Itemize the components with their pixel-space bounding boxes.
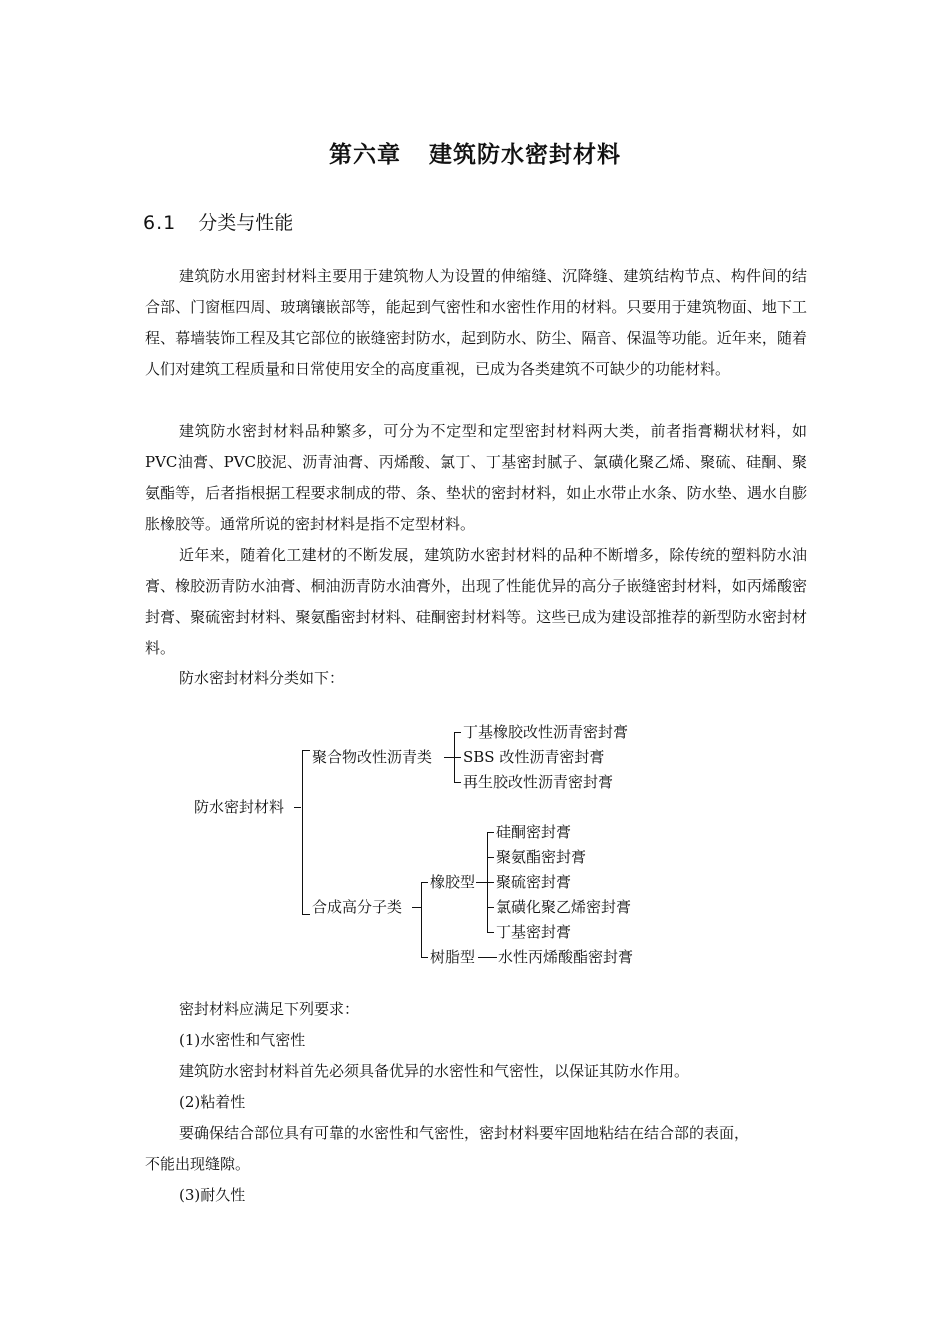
asphalt-branch-tick: [302, 750, 310, 751]
rubber-branch-tick: [421, 882, 428, 883]
rubber-item-tick-1: [487, 832, 494, 833]
requirement-text-2: 要确保结合部位具有可靠的水密性和气密性，密封材料要牢固地粘结在结合部的表面，: [179, 1124, 750, 1142]
requirement-heading-3: (3)耐久性: [179, 1186, 246, 1204]
asphalt-item: SBS 改性沥青密封膏: [463, 748, 605, 766]
rubber-item-tick-4: [487, 907, 494, 908]
asphalt-item-tick-1: [454, 732, 461, 733]
classification-intro: 防水密封材料分类如下：: [179, 669, 345, 687]
resin-item: 水性丙烯酸酯密封膏: [498, 948, 634, 966]
tree-root: 防水密封材料: [194, 798, 285, 816]
root-branch-line: [302, 750, 303, 914]
asphalt-item: 丁基橡胶改性沥青密封膏: [463, 723, 629, 741]
section-name: 分类与性能: [198, 212, 294, 234]
rubber-item: 硅酮密封膏: [496, 823, 572, 841]
requirements-intro: 密封材料应满足下列要求：: [179, 1000, 360, 1018]
requirement-heading-2: (2)粘着性: [179, 1093, 246, 1111]
chapter-name: 建筑防水密封材料: [429, 142, 621, 168]
rubber-item-tick-3: [487, 882, 494, 883]
paragraph-3: 近年来，随着化工建材的不断发展，建筑防水密封材料的品种不断增多，除传统的塑料防水油膏、橡胶沥青防水油膏、桐油沥青防水油膏外，出现了性能优异的高分子嵌缝密封材料，如丙烯酸密封膏、聚硫密封材料、聚氨酯密封材料、硅酮密封材料等。这些已成为建设部推荐的新型防水密封材料。: [145, 546, 807, 657]
rubber-type-label: 橡胶型: [430, 873, 476, 891]
polymer-branch-tick: [302, 914, 310, 915]
resin-connector: [478, 957, 497, 958]
rubber-item: 氯磺化聚乙烯密封膏: [496, 898, 632, 916]
rubber-item-tick-5: [487, 932, 494, 933]
rubber-item: 聚氨酯密封膏: [496, 848, 587, 866]
asphalt-item-tick-3: [454, 782, 461, 783]
chapter-number: 第六章: [329, 142, 401, 168]
asphalt-group-label: 聚合物改性沥青类: [312, 748, 433, 766]
chapter-title: [0, 136, 950, 169]
rubber-item: 丁基密封膏: [496, 923, 572, 941]
classification-tree: [0, 717, 950, 977]
section-title: [143, 208, 293, 235]
asphalt-item: 再生胶改性沥青密封膏: [463, 773, 614, 791]
asphalt-connector: [444, 757, 454, 758]
resin-branch-tick: [421, 957, 428, 958]
rubber-item-tick-2: [487, 857, 494, 858]
rubber-connector: [476, 882, 487, 883]
rubber-item: 聚硫密封膏: [496, 873, 572, 891]
polymer-group-label: 合成高分子类: [312, 898, 403, 916]
root-connector: [294, 807, 301, 808]
paragraph-2: 建筑防水密封材料品种繁多，可分为不定型和定型密封材料两大类，前者指膏糊状材料，如PVC油膏、PVC胶泥、沥青油膏、丙烯酸、氯丁、丁基密封腻子、氯磺化聚乙烯、聚硫、硅酮、聚氨酯等，后者指根据工程要求制成的带、条、垫状的密封材料，如止水带止水条、防水垫、遇水自膨胀橡胶等。通常所说的密封材料是指不定型材料。: [145, 422, 807, 533]
asphalt-item-tick-2: [454, 757, 461, 758]
requirement-text-2-cont: 不能出现缝隙。: [145, 1155, 251, 1173]
requirement-heading-1: (1)水密性和气密性: [179, 1031, 306, 1049]
section-number: 6.1: [143, 212, 177, 234]
polymer-connector: [412, 907, 421, 908]
requirement-text-1: 建筑防水密封材料首先必须具备优异的水密性和气密性，以保证其防水作用。: [179, 1062, 690, 1080]
polymer-branch-line: [421, 882, 422, 957]
paragraph-1: 建筑防水用密封材料主要用于建筑物人为设置的伸缩缝、沉降缝、建筑结构节点、构件间的结合部、门窗框四周、玻璃镶嵌部等，能起到气密性和水密性作用的材料。只要用于建筑物面、地下工程、幕墙装饰工程及其它部位的嵌缝密封防水，起到防水、防尘、隔音、保温等功能。近年来，随着人们对建筑工程质量和日常使用安全的高度重视，已成为各类建筑不可缺少的功能材料。: [145, 267, 807, 378]
resin-type-label: 树脂型: [430, 948, 476, 966]
